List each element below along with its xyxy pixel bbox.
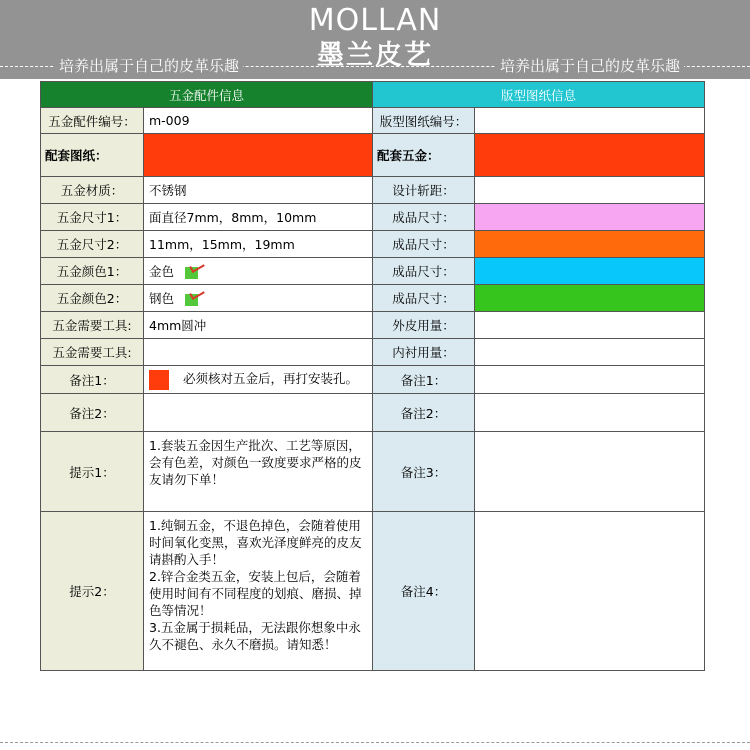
match-drawing-swatch xyxy=(144,134,373,177)
finished-size-label-3: 成品尺寸： xyxy=(373,258,475,285)
outer-leather-label: 外皮用量： xyxy=(373,312,475,339)
outer-leather-value xyxy=(475,312,705,339)
match-hardware-label: 配套五金： xyxy=(373,134,475,177)
right-note2-value xyxy=(475,394,705,432)
lining-value xyxy=(475,339,705,366)
finished-size-green-swatch xyxy=(475,285,705,312)
material-label: 五金材质： xyxy=(41,177,144,204)
finished-size-pink-swatch xyxy=(475,204,705,231)
color1-label: 五金颜色1： xyxy=(41,258,144,285)
tip1-value: 1.套装五金因生产批次、工艺等原因，会有色差，对颜色一致度要求严格的皮友请勿下单！ xyxy=(144,432,373,512)
note2-label: 备注2： xyxy=(41,394,144,432)
color2-cell xyxy=(144,285,373,312)
right-note1-label: 备注1： xyxy=(373,366,475,394)
finished-size-label-4: 成品尺寸： xyxy=(373,285,475,312)
brand-name-cn: 墨兰皮艺 xyxy=(317,40,433,71)
pattern-no-value xyxy=(475,108,705,134)
checkmark-icon xyxy=(185,267,198,279)
lining-label: 内衬用量： xyxy=(373,339,475,366)
note3-label: 备注3： xyxy=(373,432,475,512)
tool-value: 4mm圆冲 xyxy=(144,312,373,339)
size2-label: 五金尺寸2： xyxy=(41,231,144,258)
part-no-value: m-009 xyxy=(144,108,373,134)
note4-value xyxy=(475,512,705,671)
size1-value: 面直径7mm，8mm，10mm xyxy=(144,204,373,231)
tip2-label: 提示2： xyxy=(41,512,144,671)
finished-size-cyan-swatch xyxy=(475,258,705,285)
tool2-label: 五金需要工具: xyxy=(41,339,144,366)
match-hardware-swatch xyxy=(475,134,705,177)
size1-label: 五金尺寸1： xyxy=(41,204,144,231)
right-note1-value xyxy=(475,366,705,394)
note2-value xyxy=(144,394,373,432)
size2-value: 11mm，15mm，19mm xyxy=(144,231,373,258)
right-section-header: 版型图纸信息 xyxy=(373,82,705,108)
brand-logo: MOLLAN xyxy=(308,3,442,38)
tool2-value xyxy=(144,339,373,366)
tool-label: 五金需要工具: xyxy=(41,312,144,339)
note3-value xyxy=(475,432,705,512)
color2-label: 五金颜色2： xyxy=(41,285,144,312)
design-spacing-value xyxy=(475,177,705,204)
pattern-no-label: 版型图纸编号： xyxy=(373,108,475,134)
checkmark-icon xyxy=(185,294,198,306)
finished-size-label-1: 成品尺寸： xyxy=(373,204,475,231)
color1-value: 金色 xyxy=(149,264,175,279)
slogan-right: 培养出属于自己的皮革乐趣 xyxy=(496,57,684,75)
finished-size-label-2: 成品尺寸： xyxy=(373,231,475,258)
note1-cell xyxy=(144,366,373,394)
tip1-label: 提示1： xyxy=(41,432,144,512)
note4-label: 备注4： xyxy=(373,512,475,671)
right-note2-label: 备注2： xyxy=(373,394,475,432)
color1-cell xyxy=(144,258,373,285)
note1-label: 备注1： xyxy=(41,366,144,394)
left-section-header: 五金配件信息 xyxy=(41,82,373,108)
color2-value: 钢色 xyxy=(149,291,175,306)
slogan-left: 培养出属于自己的皮革乐趣 xyxy=(55,57,243,75)
part-no-label: 五金配件编号： xyxy=(41,108,144,134)
finished-size-orange-swatch xyxy=(475,231,705,258)
page-header xyxy=(0,0,750,79)
hardware-info-table xyxy=(40,81,705,671)
footer-dashed-divider xyxy=(0,742,750,743)
design-spacing-label: 设计斩距： xyxy=(373,177,475,204)
tip2-value: 1.纯铜五金，不退色掉色，会随着使用时间氧化变黑，喜欢光泽度鲜亮的皮友请斟酌入手！ 2.锌合金类五金，安装上包后，会随着使用时间有不同程度的划痕、磨损、掉色等情况！ 3.五金属于损耗品，无法跟你想象中永久不褪色、永久不磨损。请知悉！ xyxy=(144,512,373,671)
red-square-icon xyxy=(149,370,169,390)
note1-value: 必须核对五金后，再打安装孔。 xyxy=(183,371,359,387)
match-drawing-label: 配套图纸： xyxy=(41,134,144,177)
material-value: 不锈钢 xyxy=(144,177,373,204)
